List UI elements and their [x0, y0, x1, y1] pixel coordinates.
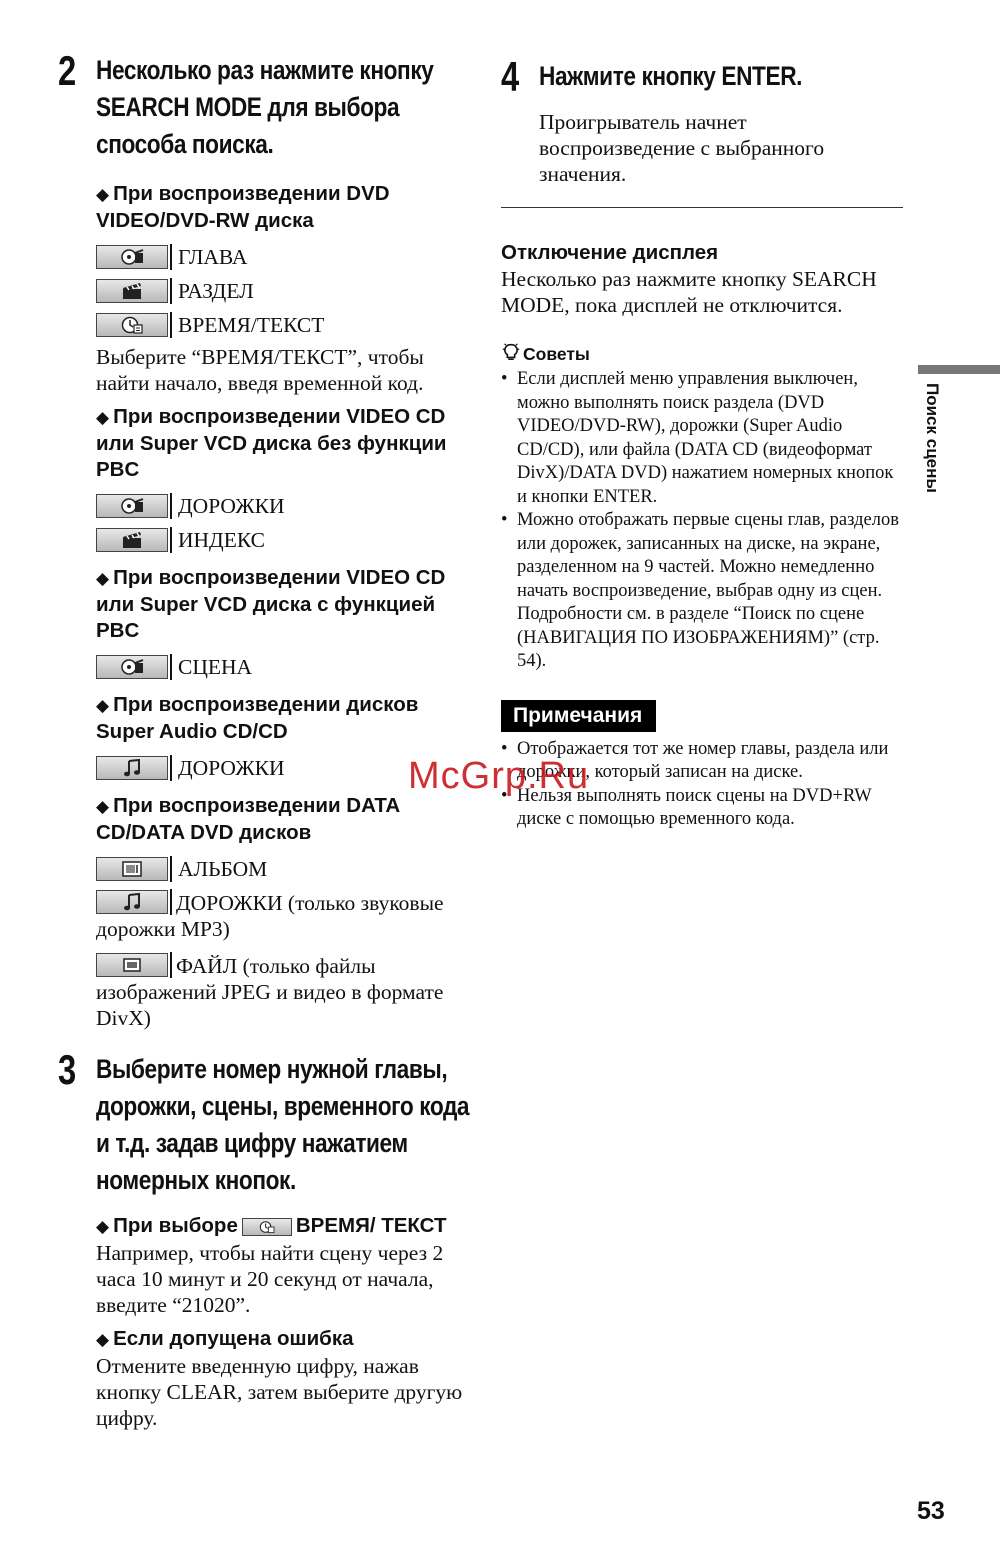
step-number: 4 — [501, 53, 520, 100]
option-row — [96, 650, 478, 684]
side-tab — [918, 383, 944, 513]
step-body: Проигрыватель начнет воспроизведение с выбранного значения. — [539, 110, 825, 186]
option-label: ГЛАВА — [178, 244, 248, 269]
section-dvd — [96, 181, 478, 396]
option-row — [96, 240, 478, 274]
section-error — [96, 1326, 478, 1431]
divider — [501, 207, 903, 208]
step-title: Выберите номер нужной главы, дорожки, сцены, временного кода и т.д. задав цифру нажатием номерных кнопок. — [96, 1054, 470, 1195]
album-icon — [96, 857, 168, 881]
right-column — [501, 52, 903, 832]
option-label: ДОРОЖКИ — [178, 755, 285, 780]
display-off-section — [501, 240, 903, 318]
step-title: Нажмите кнопку ENTER. — [539, 61, 803, 91]
option-label: СЦЕНА — [178, 654, 253, 679]
section-heading: ◆ При воспроизведении DVD VIDEO/DVD-RW диска — [96, 182, 390, 232]
option-label: ИНДЕКС — [178, 527, 265, 552]
section-heading: Отключение дисплея — [501, 241, 719, 264]
list-item: • Если дисплей меню управления выключен, можно выполнять поиск раздела (DVD VIDEO/DVD-RW), дорожки (Super Audio CD/CD), или файла (DATA CD (видеоформат DivX)/DATA DVD) нажатием номерных кнопок и кнопки ENTER. — [501, 368, 903, 509]
list-item: • Отображается тот же номер главы, раздела или дорожки, который записан на диске. — [501, 738, 903, 785]
section-heading: ◆ При воспроизведении DATA CD/DATA DVD дисков — [96, 794, 400, 844]
section-vcd-no-pbc — [96, 404, 478, 557]
step-3 — [58, 1046, 478, 1431]
watermark: McGrp.Ru — [408, 755, 590, 797]
side-tab-label: Поиск сцены — [923, 383, 942, 493]
option-row — [96, 523, 478, 557]
option-label: АЛЬБОМ — [178, 856, 268, 881]
option-row — [96, 308, 478, 342]
list-item: • Можно отображать первые сцены глав, разделов или дорожек, записанных на диске, на экране, разделенном на 9 частей. Можно немедленно начать воспроизведение, выбрав одну из сцен. Подробности см. в разделе “Поиск по сцене (НАВИГАЦИЯ ПО ИЗОБРАЖЕНИЯМ)” (стр. 54). — [501, 509, 903, 674]
notes-heading: Примечания — [501, 700, 656, 732]
section-heading: ◆ Если допущена ошибка — [96, 1327, 354, 1350]
step-number: 3 — [58, 1046, 77, 1093]
music-note-icon — [96, 890, 168, 914]
tips-list — [501, 368, 903, 674]
option-label: ВРЕМЯ/ТЕКСТ — [178, 312, 325, 337]
clapper-icon — [96, 528, 168, 552]
disc-icon — [96, 655, 168, 679]
section-vcd-pbc — [96, 565, 478, 684]
section-heading: ◆ При воспроизведении дисков Super Audio CD/CD — [96, 693, 419, 743]
option-row — [96, 852, 478, 886]
clock-icon — [242, 1218, 292, 1236]
section-note: Выберите “ВРЕМЯ/ТЕКСТ”, чтобы найти начало, введя временной код. — [96, 345, 424, 395]
section-body: Например, чтобы найти сцену через 2 часа 10 минут и 20 секунд от начала, введите “21020”. — [96, 1241, 444, 1317]
tips-heading: Советы — [523, 344, 590, 364]
list-item: • Нельзя выполнять поиск сцены на DVD+RW диске с помощью временного кода. — [501, 785, 903, 832]
section-body: Отмените введенную цифру, нажав кнопку CLEAR, затем выберите другую цифру. — [96, 1354, 463, 1430]
section-heading: ◆ При выборе ВРЕМЯ/ ТЕКСТ — [96, 1214, 447, 1237]
option-row — [96, 886, 478, 942]
option-label: ДОРОЖКИ (только звуковые дорожки MP3) — [96, 891, 444, 941]
tips-section — [501, 342, 903, 674]
section-data — [96, 793, 478, 1031]
left-column — [58, 47, 478, 1431]
section-heading: ◆ При воспроизведении VIDEO CD или Super VCD диска с функцией PBC — [96, 566, 446, 642]
disc-icon — [96, 494, 168, 518]
option-label: ДОРОЖКИ — [178, 493, 285, 518]
page-number: 53 — [917, 1497, 945, 1525]
image-file-icon — [96, 953, 168, 977]
side-tab-bar — [918, 365, 1000, 374]
option-label: ФАЙЛ (только файлы изображений JPEG и видео в формате DivX) — [96, 954, 444, 1030]
clapper-icon — [96, 279, 168, 303]
option-row — [96, 949, 478, 1031]
section-time-select — [96, 1213, 478, 1318]
clock-icon — [96, 313, 168, 337]
step-2 — [58, 47, 478, 1031]
step-number: 2 — [58, 47, 77, 94]
section-body: Несколько раз нажмите кнопку SEARCH MODE, пока дисплей не отключится. — [501, 267, 877, 317]
disc-icon — [96, 245, 168, 269]
option-row — [96, 274, 478, 308]
step-4 — [501, 53, 903, 187]
lightbulb-icon — [501, 342, 523, 368]
step-title: Несколько раз нажмите кнопку SEARCH MODE для выбора способа поиска. — [96, 55, 434, 159]
option-row — [96, 489, 478, 523]
section-heading: ◆ При воспроизведении VIDEO CD или Super VCD диска без функции PBC — [96, 405, 447, 481]
music-note-icon — [96, 756, 168, 780]
option-label: РАЗДЕЛ — [178, 278, 254, 303]
